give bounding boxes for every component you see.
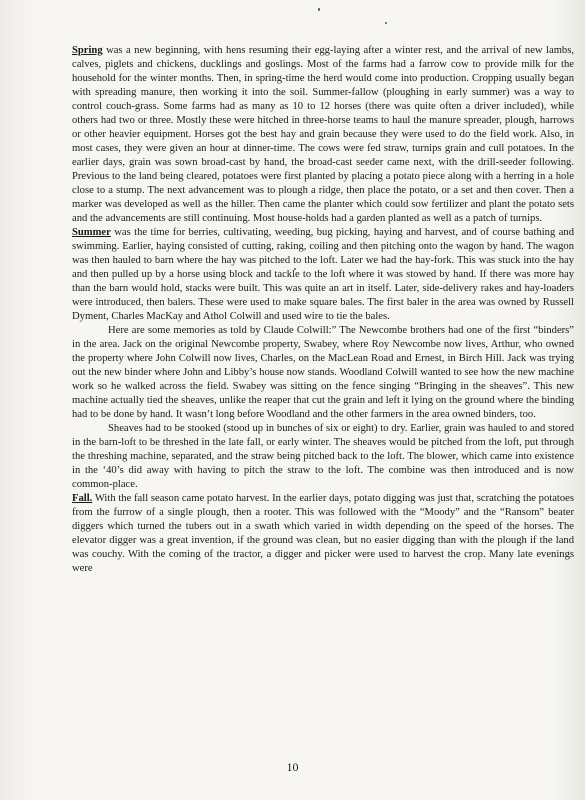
- scan-speck: [385, 22, 387, 24]
- summer-paragraph: [72, 226, 574, 324]
- memories-paragraph: Here are some memories as told by Claude Colwill:” The Newcombe brothers had one of the first “binders” in the area. Jack on the original Newcombe property, Swabey, where Roy Newcombe now lives, Arthur, who owned the property where John Colwill now lives, Charles, on the MacLean Road and Ernest, in Birch Hill. Jack was trying out the new binder where John and Libby’s house now stands. Woodland Colwill wanted to see how the new machine work so he walked across the field. Swabey was sitting on the fence singing “Bringing in the sheaves”. This new machine actually tied the sheaves, unlike the reaper that cut the grain and left it lying on the ground where the binding had to be done by hand. It wasn’t long before Woodland and the other farmers in the area owned binders, too.: [72, 325, 574, 420]
- fall-body: With the fall season came potato harvest. In the earlier days, potato digging was just that, scratching the potatoes from the furrow of a single plough, then a rooter. This was followed with the “Moody” and the “Ransom” beater diggers which turned the tubers out in a swath which varied in width depending on the speed of the horses. The elevator digger was a great invention, if the ground was clean, but no easier digging than with the plough if the land was couchy. With the coming of the tractor, a digger and picker were used to harvest the crop. Many late evenings were: [72, 493, 574, 574]
- summer-body: was the time for berries, cultivating, weeding, bug picking, haying and harvest, and of course bathing and swimming. Earlier, haying consisted of cutting, raking, coiling and then pitching onto the wagon by hand. The wagon was then hauled to barn where the hay was pitched to the loft. Later we had the hay-fork. This was stuck into the hay and then pulled up by a horse using block and tackle to the loft where it was stowed by hand. If there was more hay than the barn would hold, stacks were built. This was quite an art in itself. Later, side-delivery rakes and hay-loaders were introduced, then balers. These were used to make square bales. The first baler in the area was owned by Russell Dyment, Charles MacKay and Athol Colwill and used wire to tie the bales.: [72, 227, 574, 322]
- summer-heading: Summer: [72, 227, 111, 238]
- body-text: [72, 44, 574, 576]
- page-number: 10: [286, 760, 299, 774]
- spring-paragraph: [72, 44, 574, 226]
- sheaves-paragraph: Sheaves had to be stooked (stood up in bunches of six or eight) to dry. Earlier, grain was hauled to and stored in the barn-loft to be threshed in the late fall, or early winter. The sheaves would be pitched from the loft, put through the threshing machine, separated, and the straw being pitched back to the loft. The blower, which came into existence in the ‘40’s did away with having to pitch the straw to the loft. The combine was then introduced and is now common-place.: [72, 423, 574, 490]
- spring-heading: Spring: [72, 45, 103, 56]
- spring-body: was a new beginning, with hens resuming their egg-laying after a winter rest, and the arrival of new lambs, calves, piglets and chickens, ducklings and goslings. Most of the farms had a farrow cow to provide milk for the household for the winter months. Then, in spring-time the herd would come into production. Cropping usually began with spreading manure, then working it into the soil. Summer-fallow (ploughing in early summer) was a way to control couch-grass. Some farms had as many as 10 to 12 horses (there was quite often a driver included), while others had two or three. Mostly these were hitched in three-horse teams to haul the manure spreader, plough, harrows or other heavier equipment. Horses got the best hay and grain because they were used to do the field work. Also, in most cases, they were given an hour at dinner-time. The cows were fed straw, turnips grain and cull potatoes. In the earlier days, grain was sown broad-cast by hand, the broad-cast seeder came next, with the drill-seeder following. Previous to the land being cleared, potatoes were first planted by placing a potato piece along with a herring in a hole close to a stump. The next advancement was to plough a ridge, then place the potato, or a set and then cover. Then a marker was developed as well as the hiller. Then came the planter which could sow fertilizer and plant the potato sets and the advancements are still continuing. Most house-holds had a garden planted as well as a patch of turnips.: [72, 45, 574, 224]
- fall-paragraph: [72, 492, 574, 576]
- fall-heading: Fall.: [72, 493, 93, 504]
- scan-speck: [318, 8, 320, 11]
